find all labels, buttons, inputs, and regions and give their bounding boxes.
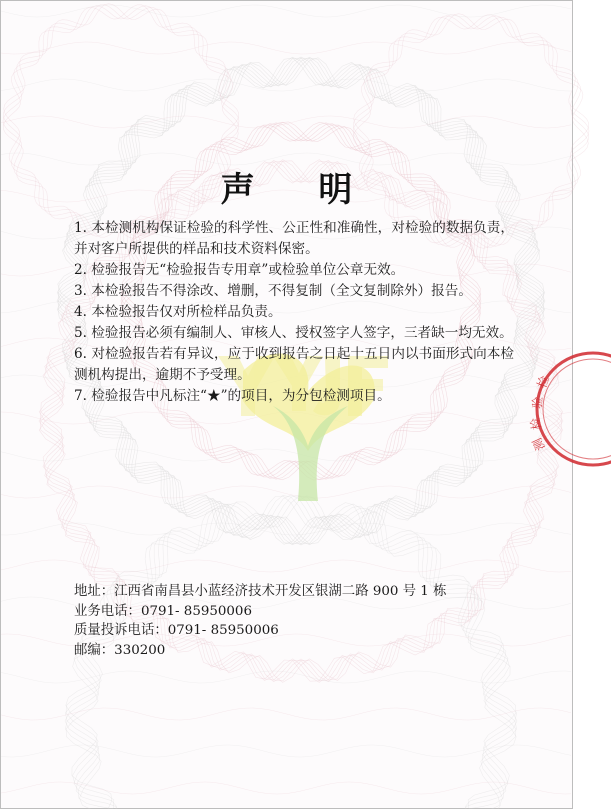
declaration-clause: 5. 检验报告必须有编制人、审核人、授权签字人签字，三者缺一均无效。 [74,325,513,341]
declaration-clause: 6. 对检验报告若有异议，应于收到报告之日起十五日内以书面形式向本检测机构提出，逾期不予受理。 [74,346,514,383]
svg-text:检: 检 [528,416,544,431]
business-phone-line: 业务电话：0791- 85950006 [74,603,252,619]
declaration-clause: 1. 本检测机构保证检验的科学性、公正性和准确性，对检验的数据负责，并对客户所提供的样品和技术资料保密。 [74,220,514,257]
complaint-phone-line: 质量投诉电话：0791- 85950006 [74,623,279,638]
svg-text:测: 测 [529,435,548,453]
declaration-clause: 7. 检验报告中凡标注“★”的项目，为分包检测项目。 [74,388,391,404]
svg-text:验: 验 [530,396,546,410]
declaration-clause: 3. 本检验报告不得涂改、增删，不得复制（全文复制除外）报告。 [74,283,472,299]
address-line: 地址：江西省南昌县小蓝经济技术开发区银湖二路 900 号 1 栋 [74,584,447,599]
official-seal-stamp [528,349,611,469]
postcode-line: 邮编：330200 [74,642,166,658]
declaration-clause: 4. 本检验报告仅对所检样品负责。 [74,304,282,320]
declaration-title: 声 明 [220,170,379,210]
declaration-clause-list [74,218,514,407]
contact-info-block [74,582,534,660]
svg-text:检: 检 [534,373,552,391]
declaration-clause: 2. 检验报告无“检验报告专用章”或检验单位公章无效。 [74,262,405,278]
